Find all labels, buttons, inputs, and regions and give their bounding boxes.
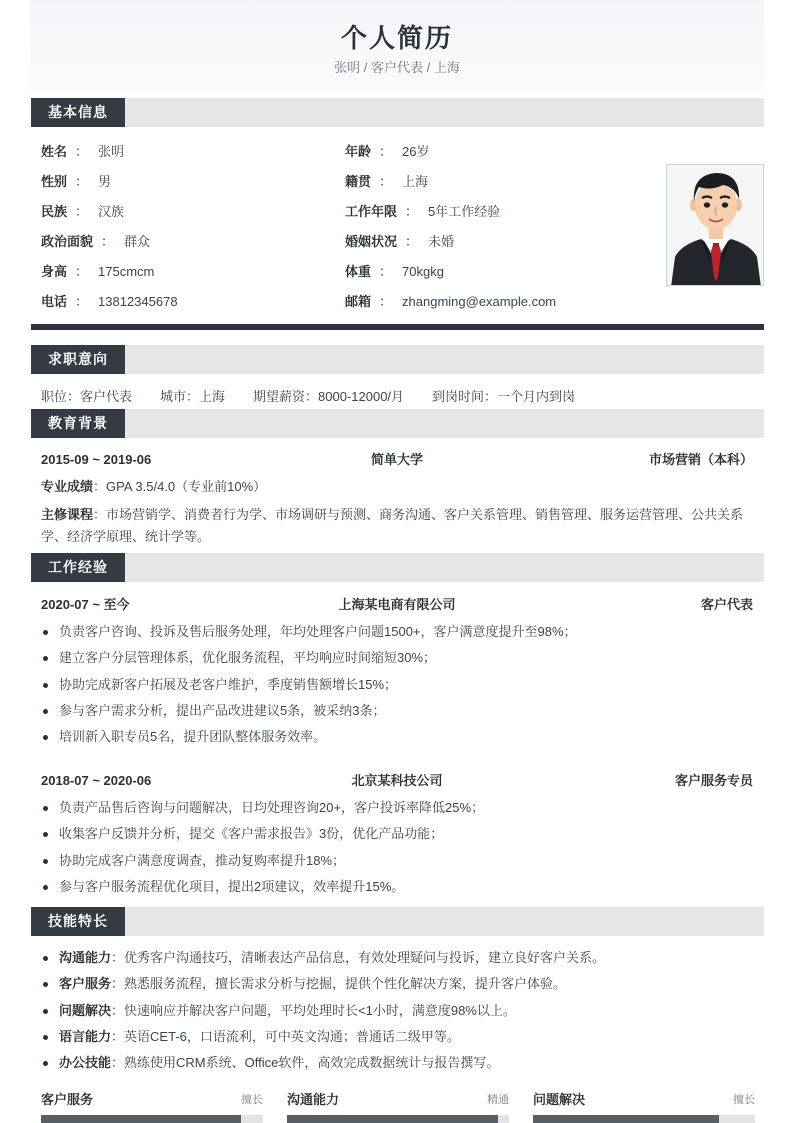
work-header <box>41 771 753 791</box>
info-value: 175cmcm <box>98 264 155 279</box>
info-value: 13812345678 <box>98 294 178 309</box>
info-colon: ： <box>75 204 89 219</box>
skill-bar-level: 擅长 <box>241 1094 263 1106</box>
edu-courses-text: ：市场营销学、消费者行为学、市场调研与预测、商务沟通、客户关系管理、销售管理、服务运营管理、公共关系学、经济学原理、统计学等。 <box>41 507 744 544</box>
skill-bar <box>41 1092 263 1108</box>
info-height <box>41 262 154 282</box>
edu-grade <box>41 476 753 498</box>
info-colon: ： <box>405 234 419 249</box>
avatar <box>666 164 764 286</box>
list-item: 协助完成新客户拓展及老客户维护，季度销售额增长15%； <box>41 672 753 698</box>
info-email <box>345 292 556 312</box>
info-label: 籍贯 <box>345 174 372 189</box>
education-header <box>41 450 753 470</box>
skill-bar-name: 问题解决 <box>533 1092 586 1107</box>
list-item <box>41 998 753 1024</box>
skill-text: ：英语CET-6，口语流利，可中英文沟通；普通话二级甲等。 <box>111 1028 460 1044</box>
skill-bar-track <box>41 1115 263 1123</box>
skill-bar-fill <box>533 1115 719 1123</box>
edu-school: 简单大学 <box>370 452 423 467</box>
skill-label: 办公技能 <box>59 1055 112 1071</box>
work-role: 客户代表 <box>700 597 753 612</box>
info-colon: ： <box>379 144 393 159</box>
skill-bar-level: 擅长 <box>733 1094 755 1106</box>
info-label: 身高 <box>41 264 68 279</box>
skill-text: ：快速响应并解决客户问题，平均处理时长<1小时，满意度98%以上。 <box>111 1002 516 1018</box>
info-colon: ： <box>101 234 115 249</box>
info-gender <box>41 172 111 192</box>
page-title: 个人简历 <box>340 23 453 53</box>
work-header <box>41 595 753 615</box>
skill-label: 客户服务 <box>59 976 112 992</box>
work-duties <box>41 795 753 900</box>
list-item <box>41 945 753 971</box>
info-colon: ： <box>75 264 89 279</box>
info-label: 电话 <box>41 294 68 309</box>
info-value: 张明 <box>98 144 125 159</box>
info-label: 邮箱 <box>345 294 372 309</box>
info-label: 年龄 <box>345 144 372 159</box>
skill-bar-name: 沟通能力 <box>287 1092 340 1107</box>
section-intent <box>31 345 764 374</box>
list-item: 建立客户分层管理体系，优化服务流程，平均响应时间缩短30%； <box>41 645 753 671</box>
info-value: 26岁 <box>402 144 430 159</box>
info-value: zhangming@example.com <box>402 294 557 309</box>
info-value: 汉族 <box>98 204 125 219</box>
section-divider <box>31 324 764 330</box>
section-education <box>31 409 764 438</box>
work-company: 上海某电商有限公司 <box>338 597 456 612</box>
avatar-illustration <box>667 165 764 286</box>
list-item <box>41 1024 753 1050</box>
info-value: 男 <box>98 174 112 189</box>
edu-courses-label: 主修课程 <box>41 507 94 522</box>
list-item: 协助完成客户满意度调查，推动复购率提升18%； <box>41 848 753 874</box>
skill-text: ：优秀客户沟通技巧，清晰表达产品信息，有效处理疑问与投诉，建立良好客户关系。 <box>111 950 606 965</box>
section-title: 基本信息 <box>31 98 125 127</box>
info-phone <box>41 292 178 312</box>
intent-position: 职位：客户代表 <box>41 389 133 404</box>
edu-grade-label: 专业成绩 <box>41 479 94 494</box>
skill-bar-track <box>287 1115 509 1123</box>
info-name <box>41 142 124 162</box>
work-period: 2020-07 ~ 至今 <box>41 597 130 612</box>
work-company: 北京某科技公司 <box>351 773 443 788</box>
list-item: 负责产品售后咨询与问题解决，日均处理咨询20+，客户投诉率降低25%； <box>41 795 753 821</box>
skill-bar-fill <box>41 1115 241 1123</box>
section-title: 技能特长 <box>31 907 125 936</box>
info-age <box>345 142 430 162</box>
resume-header <box>30 0 764 92</box>
info-label: 政治面貌 <box>41 234 94 249</box>
info-colon: ： <box>379 264 393 279</box>
skill-label: 语言能力 <box>59 1028 112 1044</box>
list-item: 参与客户服务流程优化项目，提出2项建议，效率提升15%。 <box>41 874 753 900</box>
edu-courses <box>41 504 753 548</box>
info-colon: ： <box>379 174 393 189</box>
info-label: 婚姻状况 <box>345 234 398 249</box>
info-colon: ： <box>75 144 89 159</box>
intent-salary: 期望薪资：8000-12000/月 <box>253 389 405 404</box>
info-colon: ： <box>379 294 393 309</box>
info-value: 5年工作经验 <box>428 204 501 219</box>
job-intent <box>41 387 603 407</box>
info-value: 未婚 <box>428 234 455 249</box>
edu-period: 2015-09 ~ 2019-06 <box>41 452 152 467</box>
skills-list <box>41 945 753 1076</box>
info-political <box>41 232 150 252</box>
info-marital <box>345 232 454 252</box>
info-years <box>345 202 500 222</box>
skill-label: 问题解决 <box>59 1002 112 1018</box>
section-title: 工作经验 <box>31 553 125 582</box>
skill-label: 沟通能力 <box>59 950 112 965</box>
intent-city: 城市：上海 <box>160 389 226 404</box>
skill-bar <box>533 1092 755 1108</box>
list-item: 参与客户需求分析，提出产品改进建议5条，被采纳3条； <box>41 698 753 724</box>
list-item <box>41 1050 753 1076</box>
info-value: 上海 <box>402 174 429 189</box>
skill-bar-track <box>533 1115 755 1123</box>
info-colon: ： <box>405 204 419 219</box>
info-value: 70kgkg <box>402 264 444 279</box>
page-subtitle: 张明 / 客户代表 / 上海 <box>334 60 460 75</box>
skill-text: ：熟悉服务流程，擅长需求分析与挖掘，提供个性化解决方案，提升客户体验。 <box>111 976 567 992</box>
section-skills <box>31 907 764 936</box>
work-role: 客户服务专员 <box>674 773 753 788</box>
info-weight <box>345 262 444 282</box>
skill-bar-name: 客户服务 <box>41 1092 94 1107</box>
edu-major: 市场营销（本科） <box>648 452 753 467</box>
info-value: 群众 <box>124 234 151 249</box>
list-item <box>41 971 753 997</box>
info-colon: ： <box>75 294 89 309</box>
skill-bar-fill <box>287 1115 498 1123</box>
info-label: 民族 <box>41 204 68 219</box>
info-ethnicity <box>41 202 124 222</box>
info-label: 体重 <box>345 264 372 279</box>
info-label: 工作年限 <box>345 204 398 219</box>
info-label: 姓名 <box>41 144 68 159</box>
section-basic-info <box>31 98 764 127</box>
list-item: 收集客户反馈并分析，提交《客户需求报告》3份，优化产品功能； <box>41 821 753 847</box>
info-label: 性别 <box>41 174 68 189</box>
skill-bar-level: 精通 <box>487 1094 509 1106</box>
edu-grade-text: ：GPA 3.5/4.0（专业前10%） <box>93 479 267 494</box>
section-work <box>31 553 764 582</box>
intent-start: 到岗时间：一个月内到岗 <box>432 389 576 404</box>
list-item: 培训新入职专员5名，提升团队整体服务效率。 <box>41 724 753 750</box>
work-period: 2018-07 ~ 2020-06 <box>41 773 152 788</box>
section-title: 求职意向 <box>31 345 125 374</box>
list-item: 负责客户咨询、投诉及售后服务处理，年均处理客户问题1500+，客户满意度提升至98%； <box>41 619 753 645</box>
section-title: 教育背景 <box>31 409 125 438</box>
info-origin <box>345 172 428 192</box>
skill-text: ：熟练使用CRM系统、Office软件，高效完成数据统计与报告撰写。 <box>111 1055 500 1071</box>
skill-bar <box>287 1092 509 1108</box>
work-duties <box>41 619 753 750</box>
info-colon: ： <box>75 174 89 189</box>
